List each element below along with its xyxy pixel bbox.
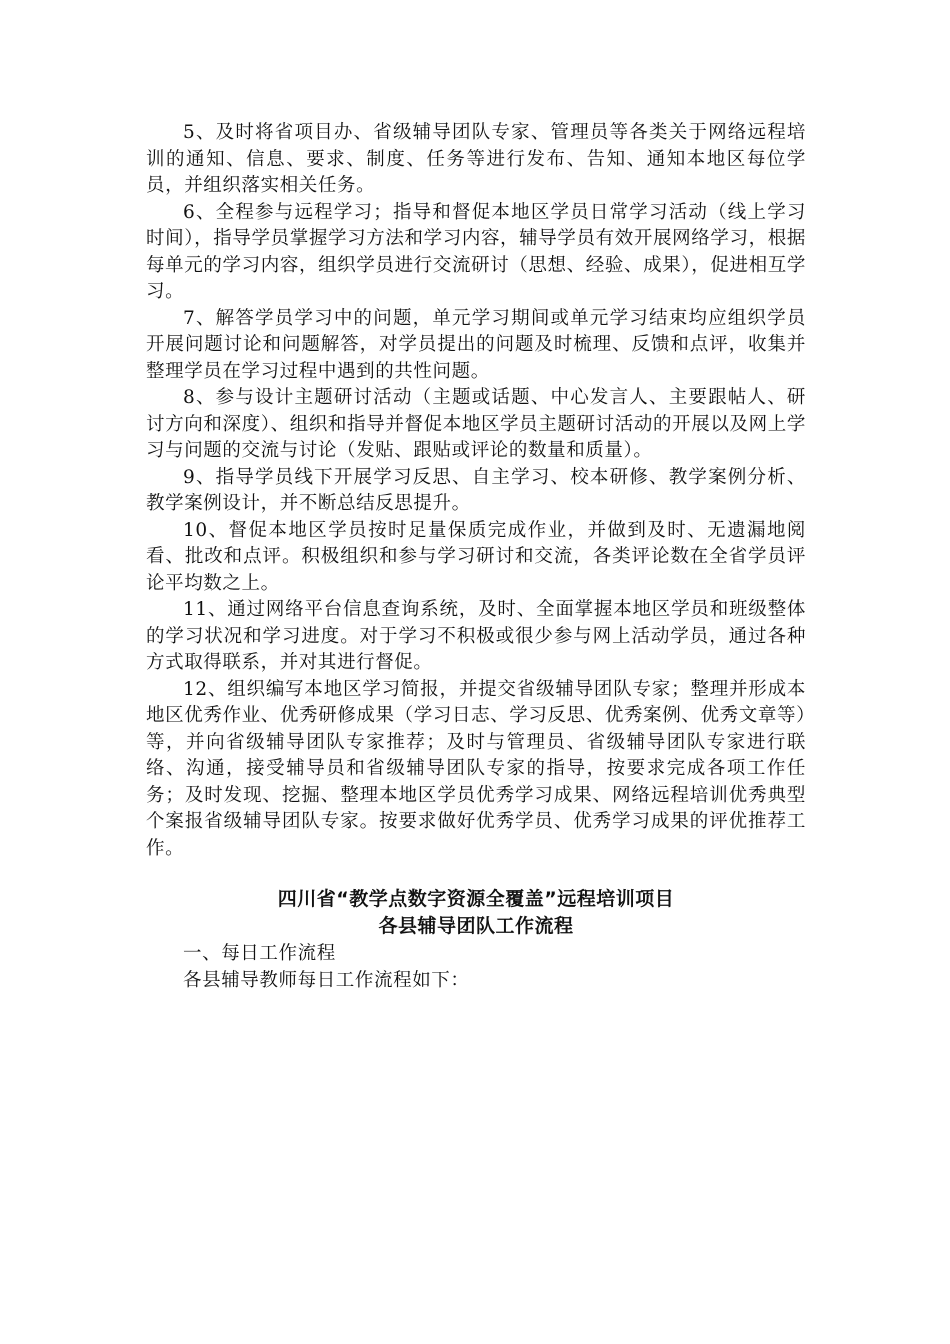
paragraph-7: 7、解答学员学习中的问题，单元学习期间或单元学习结束均应组织学员开展问题讨论和问题解答，对学员提出的问题及时梳理、反馈和点评，收集并整理学员在学习过程中遇到的共性问题。 [146, 307, 806, 382]
paragraph-12: 12、组织编写本地区学习简报，并提交省级辅导团队专家；整理并形成本地区优秀作业、优秀研修成果（学习日志、学习反思、优秀案例、优秀文章等）等，并向省级辅导团队专家推荐；及时与管理员、省级辅导团队专家进行联络、沟通，接受辅导员和省级辅导团队专家的指导，按要求完成各项工作任务；及时发现、挖掘、整理本地区学员优秀学习成果、网络远程培训优秀典型个案报省级辅导团队专家。按要求做好优秀学员、优秀学习成果的评优推荐工作。 [146, 678, 806, 859]
paragraph-5: 5、及时将省项目办、省级辅导团队专家、管理员等各类关于网络远程培训的通知、信息、要求、制度、任务等进行发布、告知、通知本地区每位学员，并组织落实相关任务。 [146, 122, 806, 196]
section-title [146, 886, 806, 940]
paragraph-6: 6、全程参与远程学习；指导和督促本地区学员日常学习活动（线上学习时间），指导学员掌握学习方法和学习内容，辅导学员有效开展网络学习，根据每单元的学习内容，组织学员进行交流研讨（思想、经验、成果），促进相互学习。 [146, 201, 806, 302]
paragraph-11: 11、通过网络平台信息查询系统，及时、全面掌握本地区学员和班级整体的学习状况和学习进度。对于学习不积极或很少参与网上活动学员，通过各种方式取得联系，并对其进行督促。 [146, 599, 806, 673]
paragraph-8: 8、参与设计主题研讨活动（主题或话题、中心发言人、主要跟帖人、研讨方向和深度）、组织和指导并督促本地区学员主题研讨活动的开展以及网上学习与问题的交流与讨论（发贴、跟贴或评论的数量和质量）。 [146, 387, 806, 461]
paragraph-10: 10、督促本地区学员按时足量保质完成作业，并做到及时、无遗漏地阅看、批改和点评。积极组织和参与学习研讨和交流，各类评论数在全省学员评论平均数之上。 [146, 519, 806, 594]
document-page [146, 120, 806, 994]
section-heading: 一、每日工作流程 [183, 943, 336, 964]
section-title-line-2: 各县辅导团队工作流程 [378, 915, 574, 937]
section-title-line-1: 四川省“教学点数字资源全覆盖”远程培训项目 [277, 888, 675, 910]
paragraph-9: 9、指导学员线下开展学习反思、自主学习、校本研修、教学案例分析、教学案例设计，并不断总结反思提升。 [146, 466, 806, 514]
section-intro: 各县辅导教师每日工作流程如下： [183, 970, 470, 991]
